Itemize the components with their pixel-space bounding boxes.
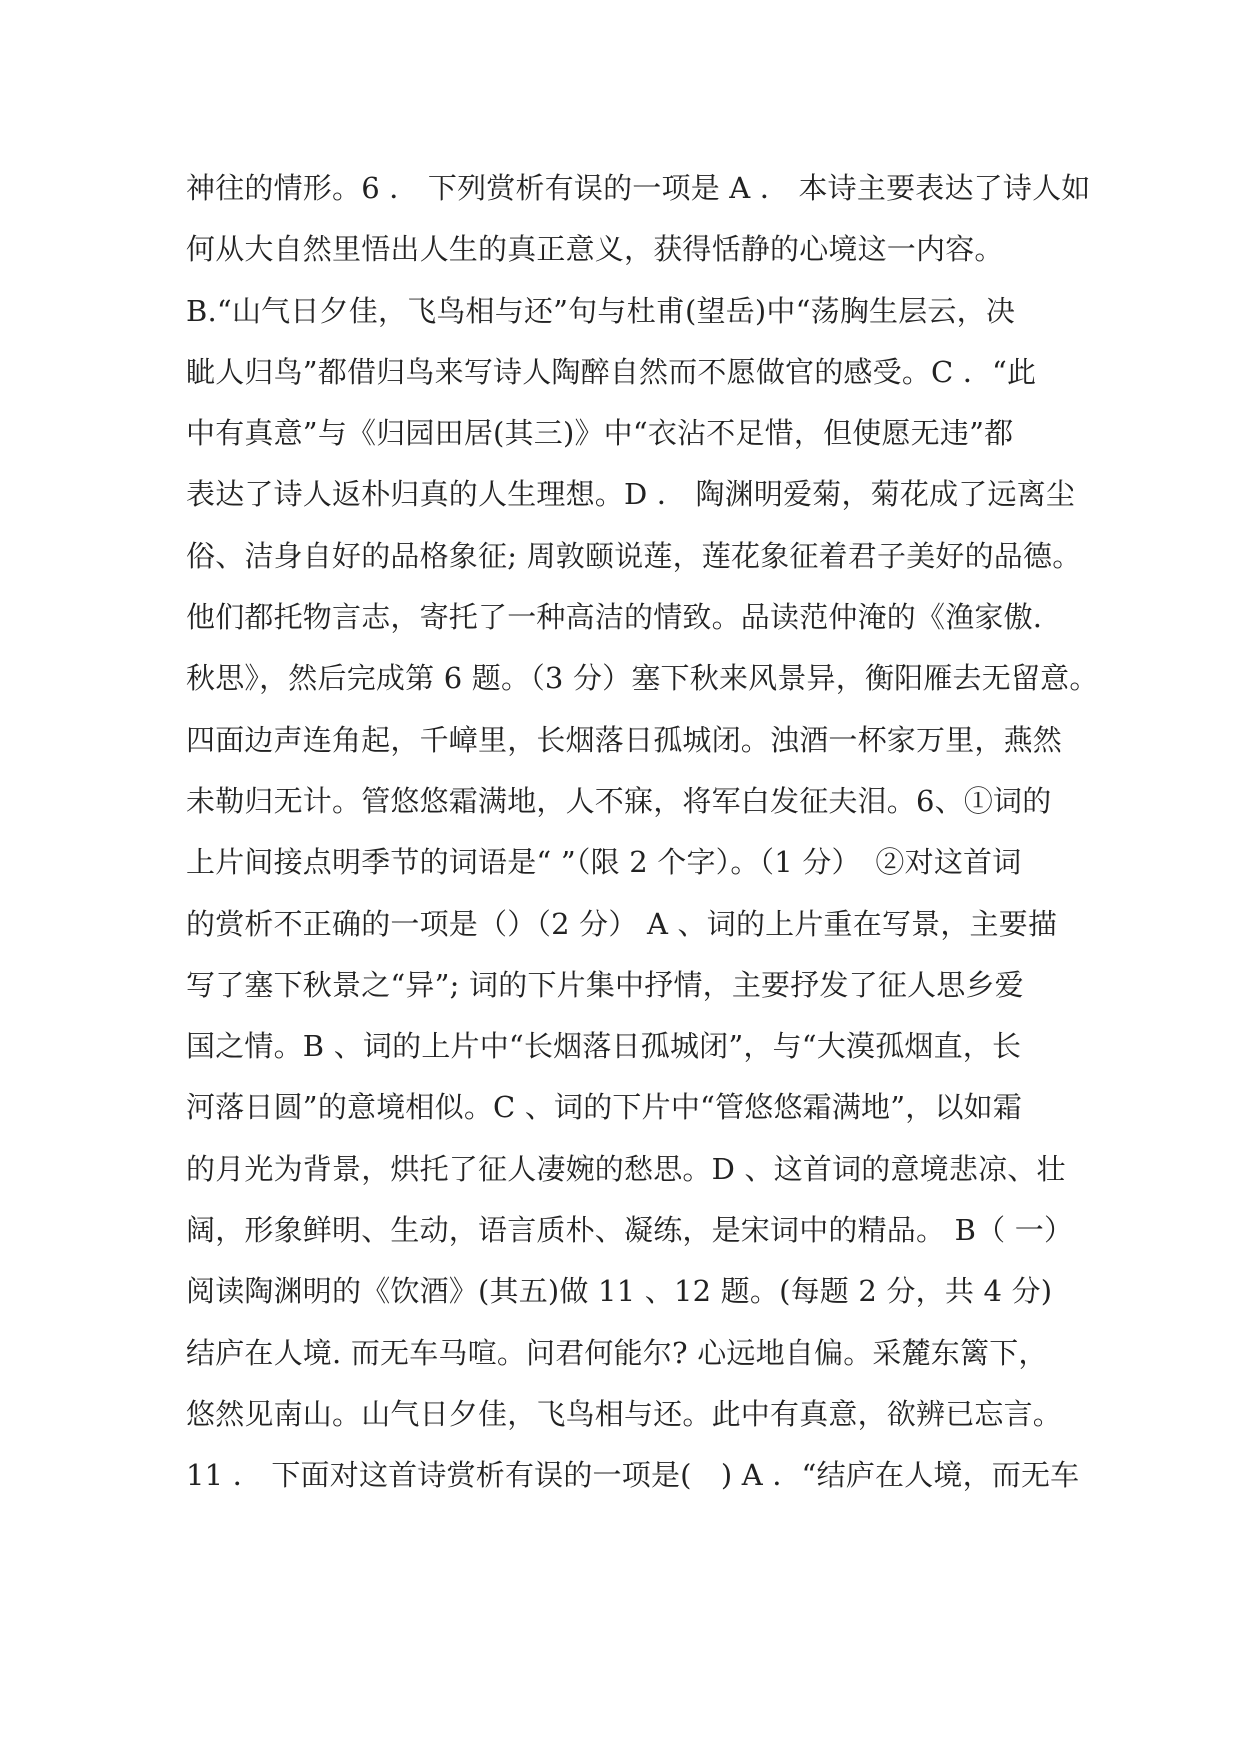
- text-line-15: 国之情。B 、词的上片中“长烟落日孤城闭”，与“大漠孤烟直，长: [186, 1029, 1022, 1064]
- text-line-16: 河落日圆”的意境相似。C 、词的下片中“管悠悠霜满地”，以如霜: [186, 1090, 1023, 1125]
- text-line-6: 表达了诗人返朴归真的人生理想。D ． 陶渊明爱菊，菊花成了远离尘: [186, 477, 1076, 512]
- text-line-14: 写了塞下秋景之“异”; 词的下片集中抒情，主要抒发了征人思乡爱: [186, 967, 1024, 1002]
- text-line-20: 结庐在人境. 而无车马喧。问君何能尔? 心远地自偏。采麓东篱下，: [186, 1335, 1048, 1370]
- text-line-3: B.“山气日夕佳，飞鸟相与还”句与杜甫(望岳)中“荡胸生层云，决: [186, 293, 1016, 328]
- text-line-12: 上片间接点明季节的词语是“ ”（限 2 个字）。（1 分） ②对这首词: [186, 845, 1022, 880]
- text-line-1: 神往的情形。6 ． 下列赏析有误的一项是 A ． 本诗主要表达了诗人如: [186, 171, 1091, 205]
- text-line-4: 眦人归鸟”都借归鸟来写诗人陶醉自然而不愿做官的感受。C ．“此: [186, 354, 1037, 389]
- text-line-17: 的月光为背景，烘托了征人凄婉的愁思。D 、这首词的意境悲凉、壮: [186, 1151, 1066, 1186]
- body-text: [186, 158, 1099, 1507]
- text-line-19: 阅读陶渊明的《饮酒》(其五)做 11 、12 题。(每题 2 分，共 4 分): [186, 1274, 1053, 1309]
- text-line-11: 未勒归无计。管悠悠霜满地，人不寐，将军白发征夫泪。6、①词的: [186, 783, 1052, 818]
- text-line-13: 的赏析不正确的一项是（）（2 分） A 、词的上片重在写景，主要描: [186, 906, 1058, 941]
- text-line-8: 他们都托物言志，寄托了一种高洁的情致。品读范仲淹的《渔家傲.: [186, 600, 1043, 635]
- text-line-22: 11 ． 下面对这首诗赏析有误的一项是( ) A ．“结庐在人境，而无车: [186, 1458, 1080, 1493]
- text-line-18: 阔，形象鲜明、生动，语言质朴、凝练，是宋词中的精品。 B（ 一）: [186, 1213, 1074, 1248]
- text-line-9: 秋思》，然后完成第 6 题。（3 分）塞下秋来风景异，衡阳雁去无留意。: [186, 661, 1099, 696]
- text-line-21: 悠然见南山。山气日夕佳，飞鸟相与还。此中有真意，欲辨已忘言。: [186, 1396, 1063, 1431]
- text-line-5: 中有真意”与《归园田居(其三)》中“衣沾不足惜，但使愿无违”都: [186, 416, 1014, 451]
- text-line-10: 四面边声连角起，千嶂里，长烟落日孤城闭。浊酒一杯家万里，燕然: [186, 722, 1063, 757]
- text-line-2: 何从大自然里悟出人生的真正意义，获得恬静的心境这一内容。: [186, 232, 1004, 267]
- text-line-7: 俗、洁身自好的品格象征; 周敦颐说莲，莲花象征着君子美好的品德。: [186, 538, 1082, 573]
